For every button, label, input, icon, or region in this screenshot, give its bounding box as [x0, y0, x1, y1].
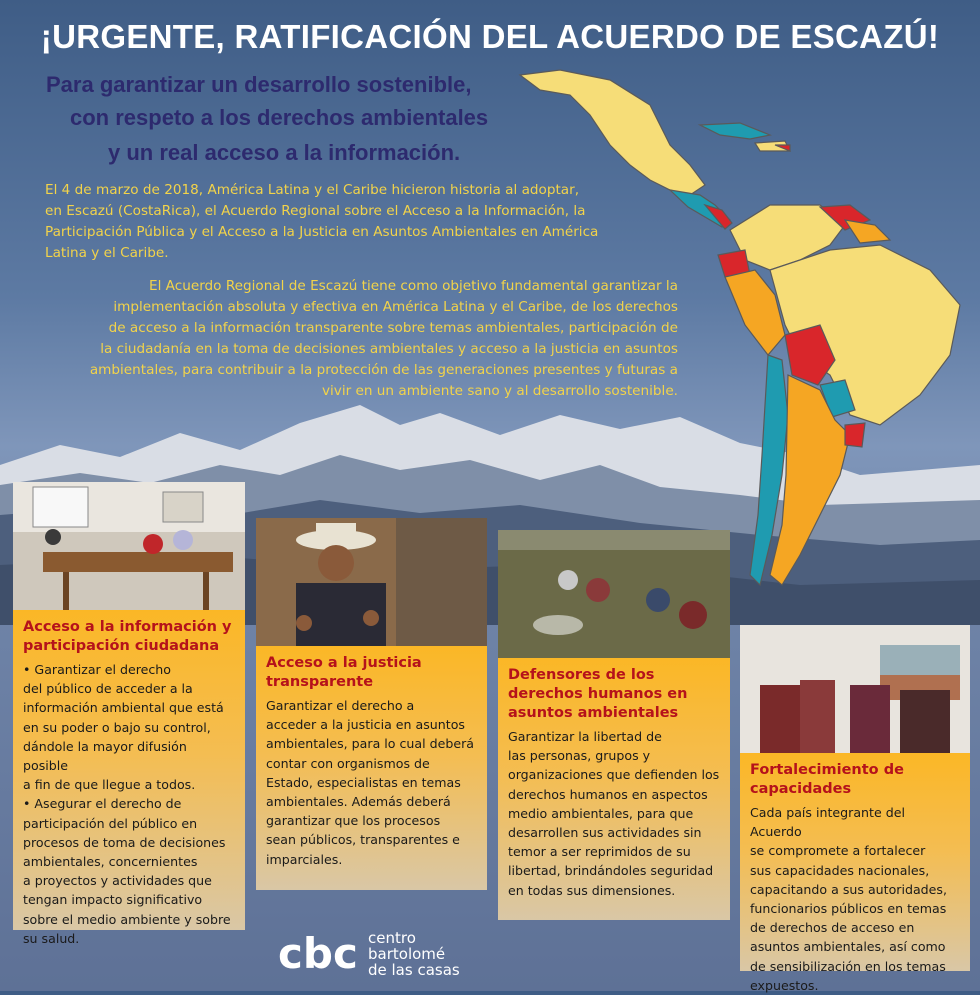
intro-p2-line-2: implementación absoluta y efectiva en América Latina y el Caribe, de los derechos — [113, 299, 678, 315]
subtitle-line-2: con respeto a los derechos ambientales — [70, 105, 489, 130]
logo-line-1: centro — [368, 929, 416, 947]
card-3-body: Garantizar la libertad de las personas, grupos y organizaciones que defienden los derechos humanos en aspectos medio ambientales, para que desarrollen sus actividades sin temor a ser reprimidos de su libertad, brindándoles seguridad en todas sus dimensiones. — [508, 729, 720, 898]
intro-p1-line-3: Participación Pública y el Acceso a la Justicia en Asuntos Ambientales en América — [45, 224, 599, 240]
logo-mark: cbc — [278, 929, 358, 978]
card-2-body: Garantizar el derecho a acceder a la justicia en asuntos ambientales, para lo cual deberá contar con organismos de Estado, especialistas en temas ambientales. Además deberá garantizar que los procesos sean públicos, transparentes e imparciales. — [266, 698, 474, 867]
field-workers-photo — [498, 530, 730, 658]
subtitle-line-3: y un real acceso a la información. — [108, 140, 461, 165]
intro-p1-line-4: Latina y el Caribe. — [45, 245, 169, 261]
intro-paragraph-2 — [40, 276, 678, 402]
card-2-title: Acceso a la justicia transparente — [266, 655, 422, 690]
logo-line-3: de las casas — [368, 961, 460, 979]
card-information-access — [13, 610, 245, 946]
man-hat-photo — [256, 518, 487, 646]
intro-p2-line-6: vivir en un ambiente sano y al desarrollo sostenible. — [321, 383, 678, 399]
intro-p2-line-3: de acceso a la información transparente sobre temas ambientales, participación de — [108, 320, 678, 336]
library-photo — [13, 482, 245, 610]
card-1-body: • Garantizar el derecho del público de acceder a la información ambiental que está en su poder o bajo su control, dándole la mayor difusión posible a fin de que llegue a todos. • Asegurar el derecho de participación del público en procesos de toma de decisiones ambientales, concernientes a proyectos y actividades que tengan impacto significativo sobre el medio ambiente y sobre su salud. — [23, 662, 231, 946]
card-4-body: Cada país integrante del Acuerdo se compromete a fortalecer sus capacidades nacionales, capacitando a sus autoridades, funcionarios públicos en temas de derechos de acceso en asuntos ambientales, así como de sensibilización en los temas expuestos. — [750, 805, 947, 993]
card-capacity-building — [740, 753, 970, 993]
subtitle-line-1: Para garantizar un desarrollo sostenible, — [46, 72, 472, 97]
card-human-rights-defenders — [498, 658, 730, 920]
card-justice-access — [256, 646, 487, 890]
gallery-group-photo — [740, 625, 970, 753]
card-3-title: Defensores de los derechos humanos en asuntos ambientales — [508, 667, 688, 721]
intro-paragraph-1 — [45, 180, 598, 264]
page-title: ¡URGENTE, RATIFICACIÓN DEL ACUERDO DE ESCAZÚ! — [40, 18, 940, 55]
intro-p2-line-4: la ciudadanía en la toma de decisiones ambientales y acceso a la justicia en asuntos — [100, 341, 678, 357]
card-4-title: Fortalecimiento de capacidades — [750, 762, 904, 797]
logo-cbc — [278, 930, 488, 980]
intro-p1-line-2: en Escazú (CostaRica), el Acuerdo Regional sobre el Acceso a la Información, la — [45, 203, 586, 219]
intro-p2-line-5: ambientales, para contribuir a la protección de las generaciones presentes y futuras a — [89, 362, 678, 378]
card-1-title: Acceso a la información y participación ciudadana — [23, 619, 232, 654]
logo-line-2: bartolomé — [368, 945, 446, 963]
intro-p2-line-1: El Acuerdo Regional de Escazú tiene como objetivo fundamental garantizar la — [149, 278, 678, 294]
intro-p1-line-1: El 4 de marzo de 2018, América Latina y el Caribe hicieron historia al adoptar, — [45, 182, 580, 198]
